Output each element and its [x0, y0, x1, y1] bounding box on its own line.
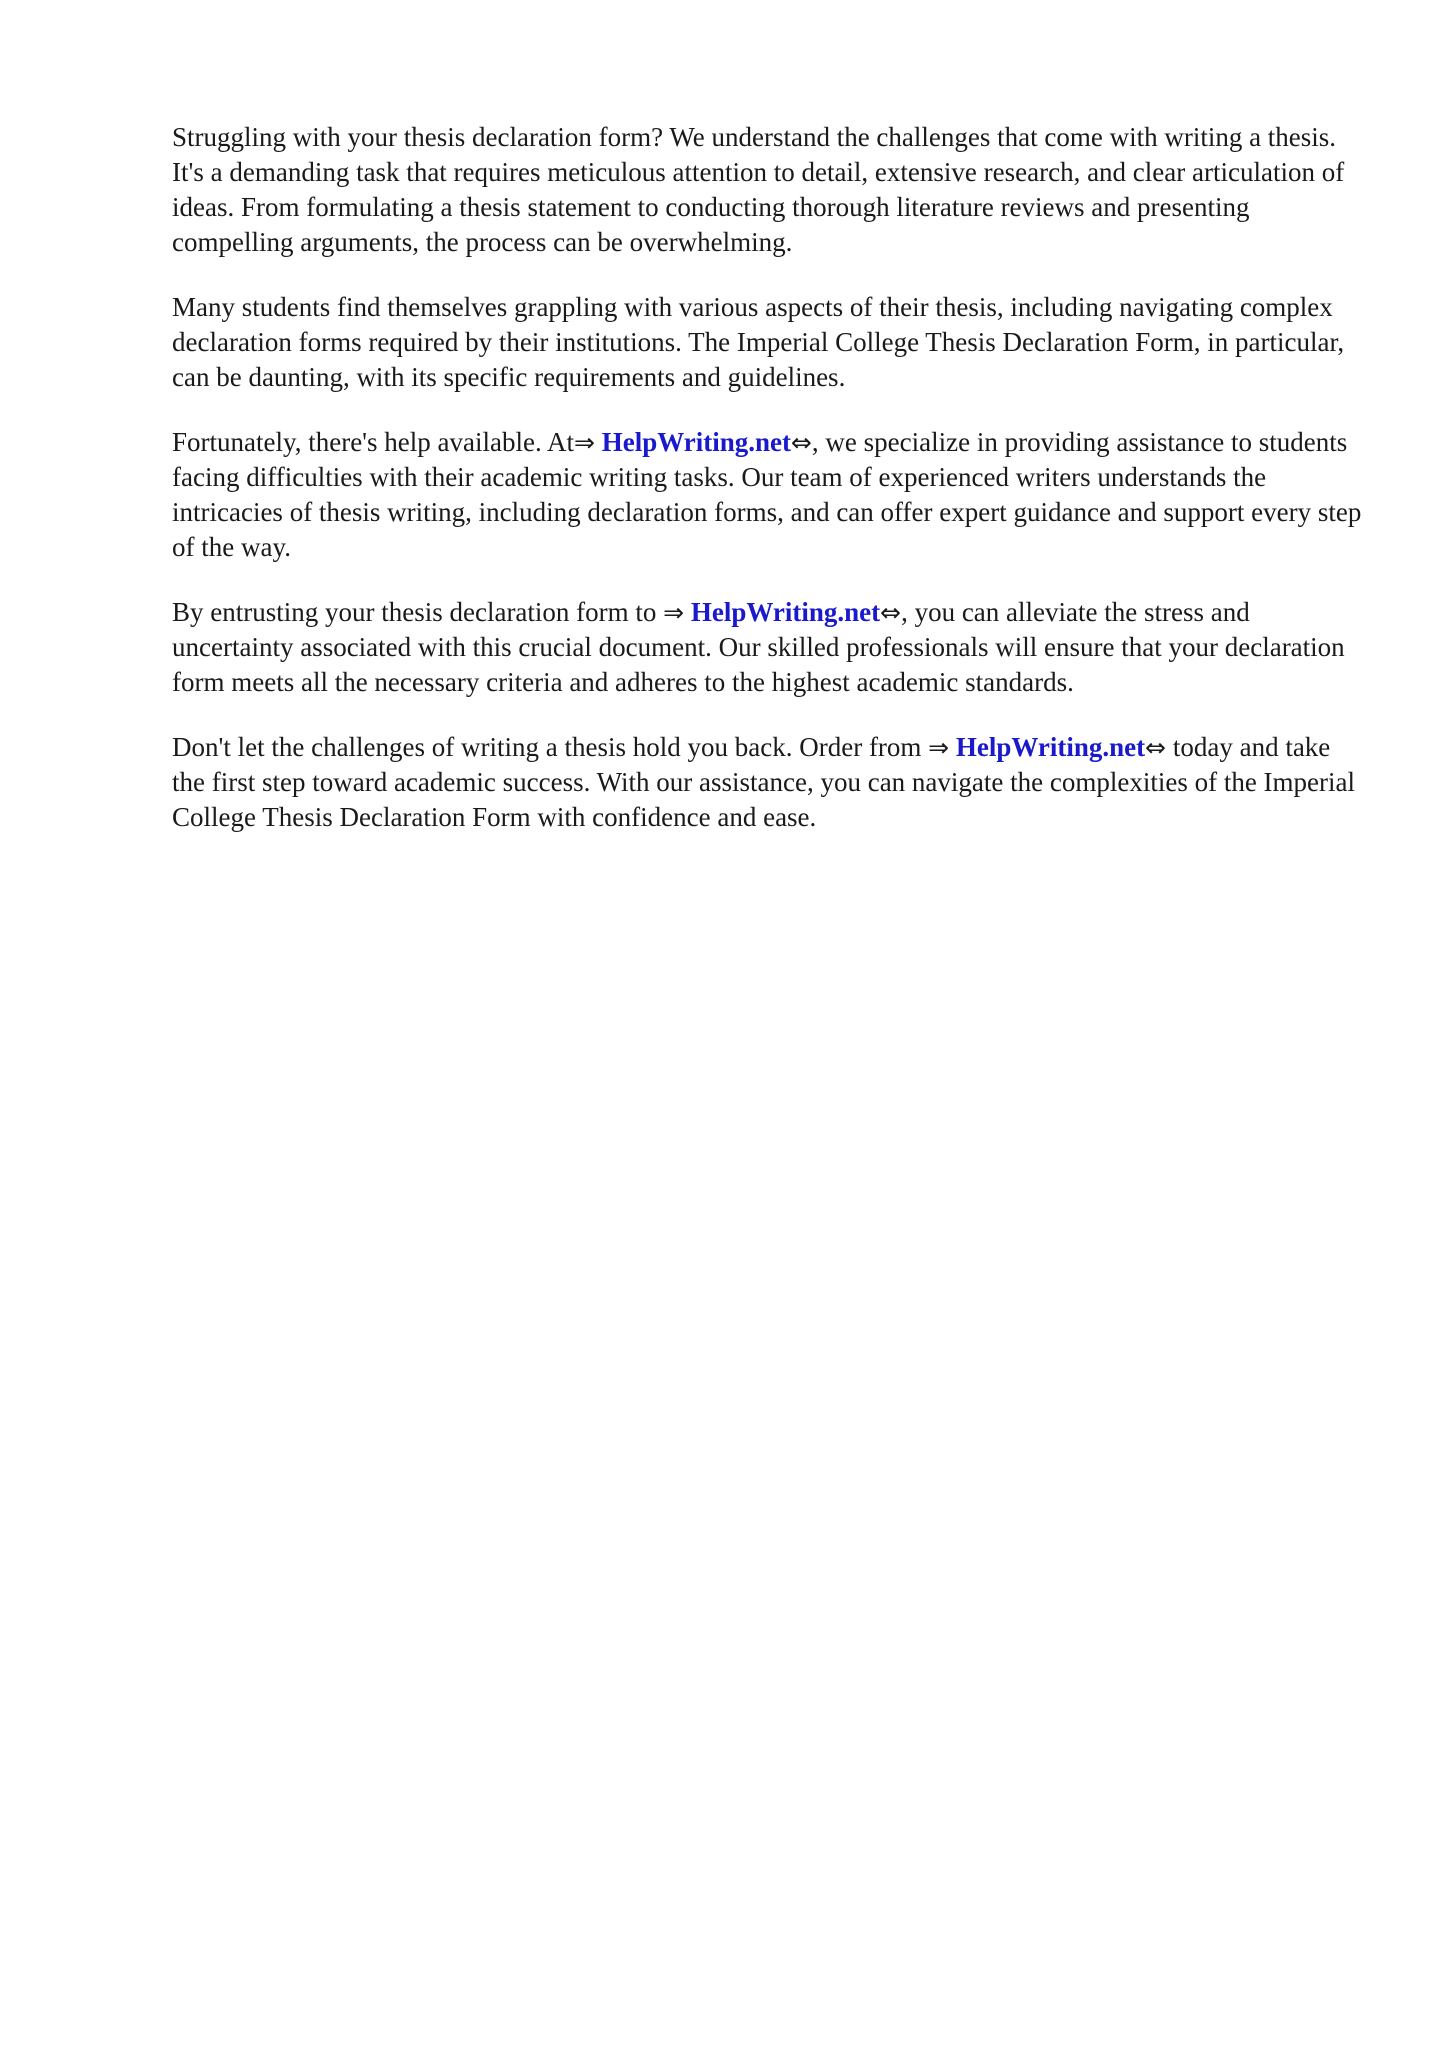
paragraph-help-available: [172, 425, 1367, 565]
paragraph-students: [172, 290, 1367, 395]
paragraph-entrusting-before: By entrusting your thesis declaration form to: [172, 597, 657, 627]
paragraph-help-before: Fortunately, there's help available. At: [172, 427, 574, 457]
paragraph-help-after: , we specialize in providing assistance to students facing difficulties with their academic writing tasks. Our team of experienced writers understands the intricacies of thesis writing, including declaration forms, and can offer expert guidance and support every step of the way.: [172, 427, 1362, 562]
arrow-right-icon: ⇒: [928, 733, 950, 762]
arrow-both-icon: ⇔: [1145, 733, 1167, 762]
paragraph-intro: [172, 120, 1367, 260]
arrow-right-icon: ⇒: [574, 428, 595, 457]
paragraph-students-text: Many students find themselves grappling with various aspects of their thesis, including navigating complex declaration forms required by their institutions. The Imperial College Thesis Declaration Form, in particular, can be daunting, with its specific requirements and guidelines.: [172, 292, 1345, 392]
helpwriting-link[interactable]: HelpWriting.net: [690, 597, 881, 627]
paragraph-order: [172, 730, 1367, 835]
document-page: [172, 120, 1367, 865]
arrow-both-icon: ⇔: [790, 428, 812, 457]
paragraph-intro-text: Struggling with your thesis declaration form? We understand the challenges that come with writing a thesis. It's a demanding task that requires meticulous attention to detail, extensive research, and clear articulation of ideas. From formulating a thesis statement to conducting thorough literature reviews and presenting compelling arguments, the process can be overwhelming.: [172, 122, 1345, 257]
helpwriting-link[interactable]: HelpWriting.net: [601, 427, 791, 457]
paragraph-order-after: today and take the first step toward academic success. With our assistance, you can navigate the complexities of the Imperial College Thesis Declaration Form with confidence and ease.: [172, 732, 1356, 832]
arrow-both-icon: ⇔: [880, 598, 902, 627]
paragraph-entrusting: [172, 595, 1367, 700]
arrow-right-icon: ⇒: [663, 598, 685, 627]
helpwriting-link[interactable]: HelpWriting.net: [955, 732, 1146, 762]
paragraph-entrusting-after: , you can alleviate the stress and uncertainty associated with this crucial document. Our skilled professionals will ensure that your declaration form meets all the necessary criteria and adheres to the highest academic standards.: [172, 597, 1345, 697]
paragraph-order-before: Don't let the challenges of writing a thesis hold you back. Order from: [172, 732, 922, 762]
